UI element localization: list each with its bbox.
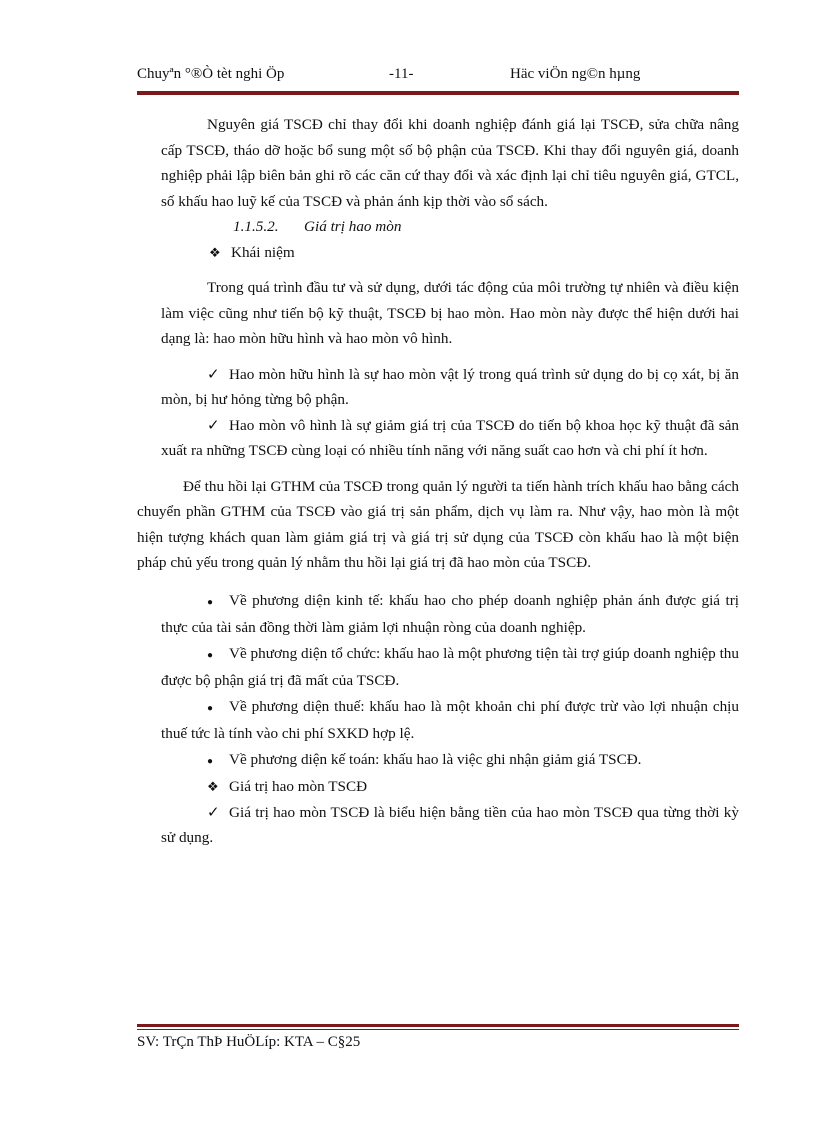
list-item-accounting [137, 747, 739, 775]
concept-label: Khái niệm [231, 243, 295, 261]
concept-heading [137, 240, 739, 266]
page-footer: SV: TrÇn ThÞ HuÖLíp: KTA – C§25 [137, 1034, 361, 1050]
dot-bullet-icon: ● [207, 649, 214, 661]
header-page-number: -11- [389, 66, 414, 82]
list-item-text: Giá trị hao mòn TSCĐ là biểu hiện bằng tiền của hao mòn TSCĐ qua từng thời kỳ sử dụng. [161, 803, 739, 846]
list-item-intangible-wear [137, 413, 739, 464]
list-item-organizational [137, 641, 739, 694]
header-rule [137, 89, 739, 95]
dot-bullet-icon: ● [207, 755, 214, 767]
list-item-text: Về phương diện thuế: khấu hao là một khoản chi phí được trừ vào lợi nhuận chịu thuế tức là tính vào chi phí SXKD hợp lệ. [161, 697, 739, 742]
list-item-text: Về phương diện tổ chức: khấu hao là một phương tiện tài trợ giúp doanh nghiệp thu được bộ phận giá trị đã mất của TSCĐ. [161, 644, 739, 689]
section-number: 1.1.5.2. [233, 218, 279, 235]
footer-rule [137, 1024, 739, 1030]
dot-bullet-icon: ● [207, 702, 214, 714]
dot-bullet-icon: ● [207, 596, 214, 608]
diamond-bullet-icon: ❖ [209, 244, 221, 260]
list-item-value-definition [137, 800, 739, 851]
list-item-tax [137, 694, 739, 747]
page-header [137, 66, 739, 88]
list-item-text: Về phương diện kinh tế: khấu hao cho phép doanh nghiệp phản ánh được giá trị thực của tài sản đồng thời làm giảm lợi nhuận ròng của doanh nghiệp. [161, 591, 739, 636]
section-title: Giá trị hao mòn [304, 218, 402, 235]
paragraph-depreciation-intro: Trong quá trình đầu tư và sử dụng, dưới tác động của môi trường tự nhiên và điều kiện làm việc cũng như tiến bộ kỹ thuật, TSCĐ bị hao mòn. Hao mòn này được thể hiện dưới hai dạng là: hao mòn hữu hình và hao mòn vô hình. [161, 279, 739, 347]
paragraph-depreciation-purpose: Để thu hồi lại GTHM của TSCĐ trong quản lý người ta tiến hành trích khấu hao bằng cách chuyển phần GTHM của TSCĐ vào giá trị sản phẩm, dịch vụ làm ra. Như vậy, hao mòn là một hiện tượng khách quan làm giảm giá trị và giá trị sử dụng của TSCĐ còn khấu hao là một biện pháp chủ yếu trong quản lý nhằm thu hồi lại giá trị đã hao mòn của TSCĐ. [137, 477, 739, 571]
check-bullet-icon: ✓ [207, 803, 220, 821]
list-item-text: Về phương diện kế toán: khấu hao là việc ghi nhận giảm giá TSCĐ. [229, 750, 642, 768]
list-item-text: Hao mòn hữu hình là sự hao mòn vật lý trong quá trình sử dụng do bị cọ xát, bị ăn mòn, bị hư hỏng từng bộ phận. [161, 365, 739, 408]
list-item-economic [137, 588, 739, 641]
section-heading [137, 214, 739, 240]
value-heading-text: Giá trị hao mòn TSCĐ [229, 778, 368, 795]
list-item-text: Hao mòn vô hình là sự giảm giá trị của TSCĐ do tiến bộ khoa học kỹ thuật đã sản xuất ra những TSCĐ cùng loại có nhiều tính năng với năng suất cao hơn và chi phí ít hơn. [161, 416, 739, 459]
header-institution: Häc viÖn ng©n hµng [510, 66, 641, 82]
diamond-bullet-icon: ❖ [207, 779, 219, 794]
list-item-tangible-wear [137, 362, 739, 413]
value-heading [137, 774, 739, 800]
check-bullet-icon: ✓ [207, 416, 220, 434]
check-bullet-icon: ✓ [207, 365, 220, 383]
header-thesis-title: Chuyªn °®Ò tèt nghi Öp [137, 66, 285, 82]
page-body [137, 112, 739, 851]
paragraph-original-cost: Nguyên giá TSCĐ chỉ thay đổi khi doanh nghiệp đánh giá lại TSCĐ, sửa chữa nâng cấp TSCĐ, tháo dỡ hoặc bổ sung một số bộ phận của TSCĐ. Khi thay đổi nguyên giá, doanh nghiệp phải lập biên bản ghi rõ các căn cứ thay đổi và xác định lại chỉ tiêu nguyên giá, GTCL, số khấu hao luỹ kế của TSCĐ và phản ánh kịp thời vào sổ sách. [161, 116, 739, 210]
